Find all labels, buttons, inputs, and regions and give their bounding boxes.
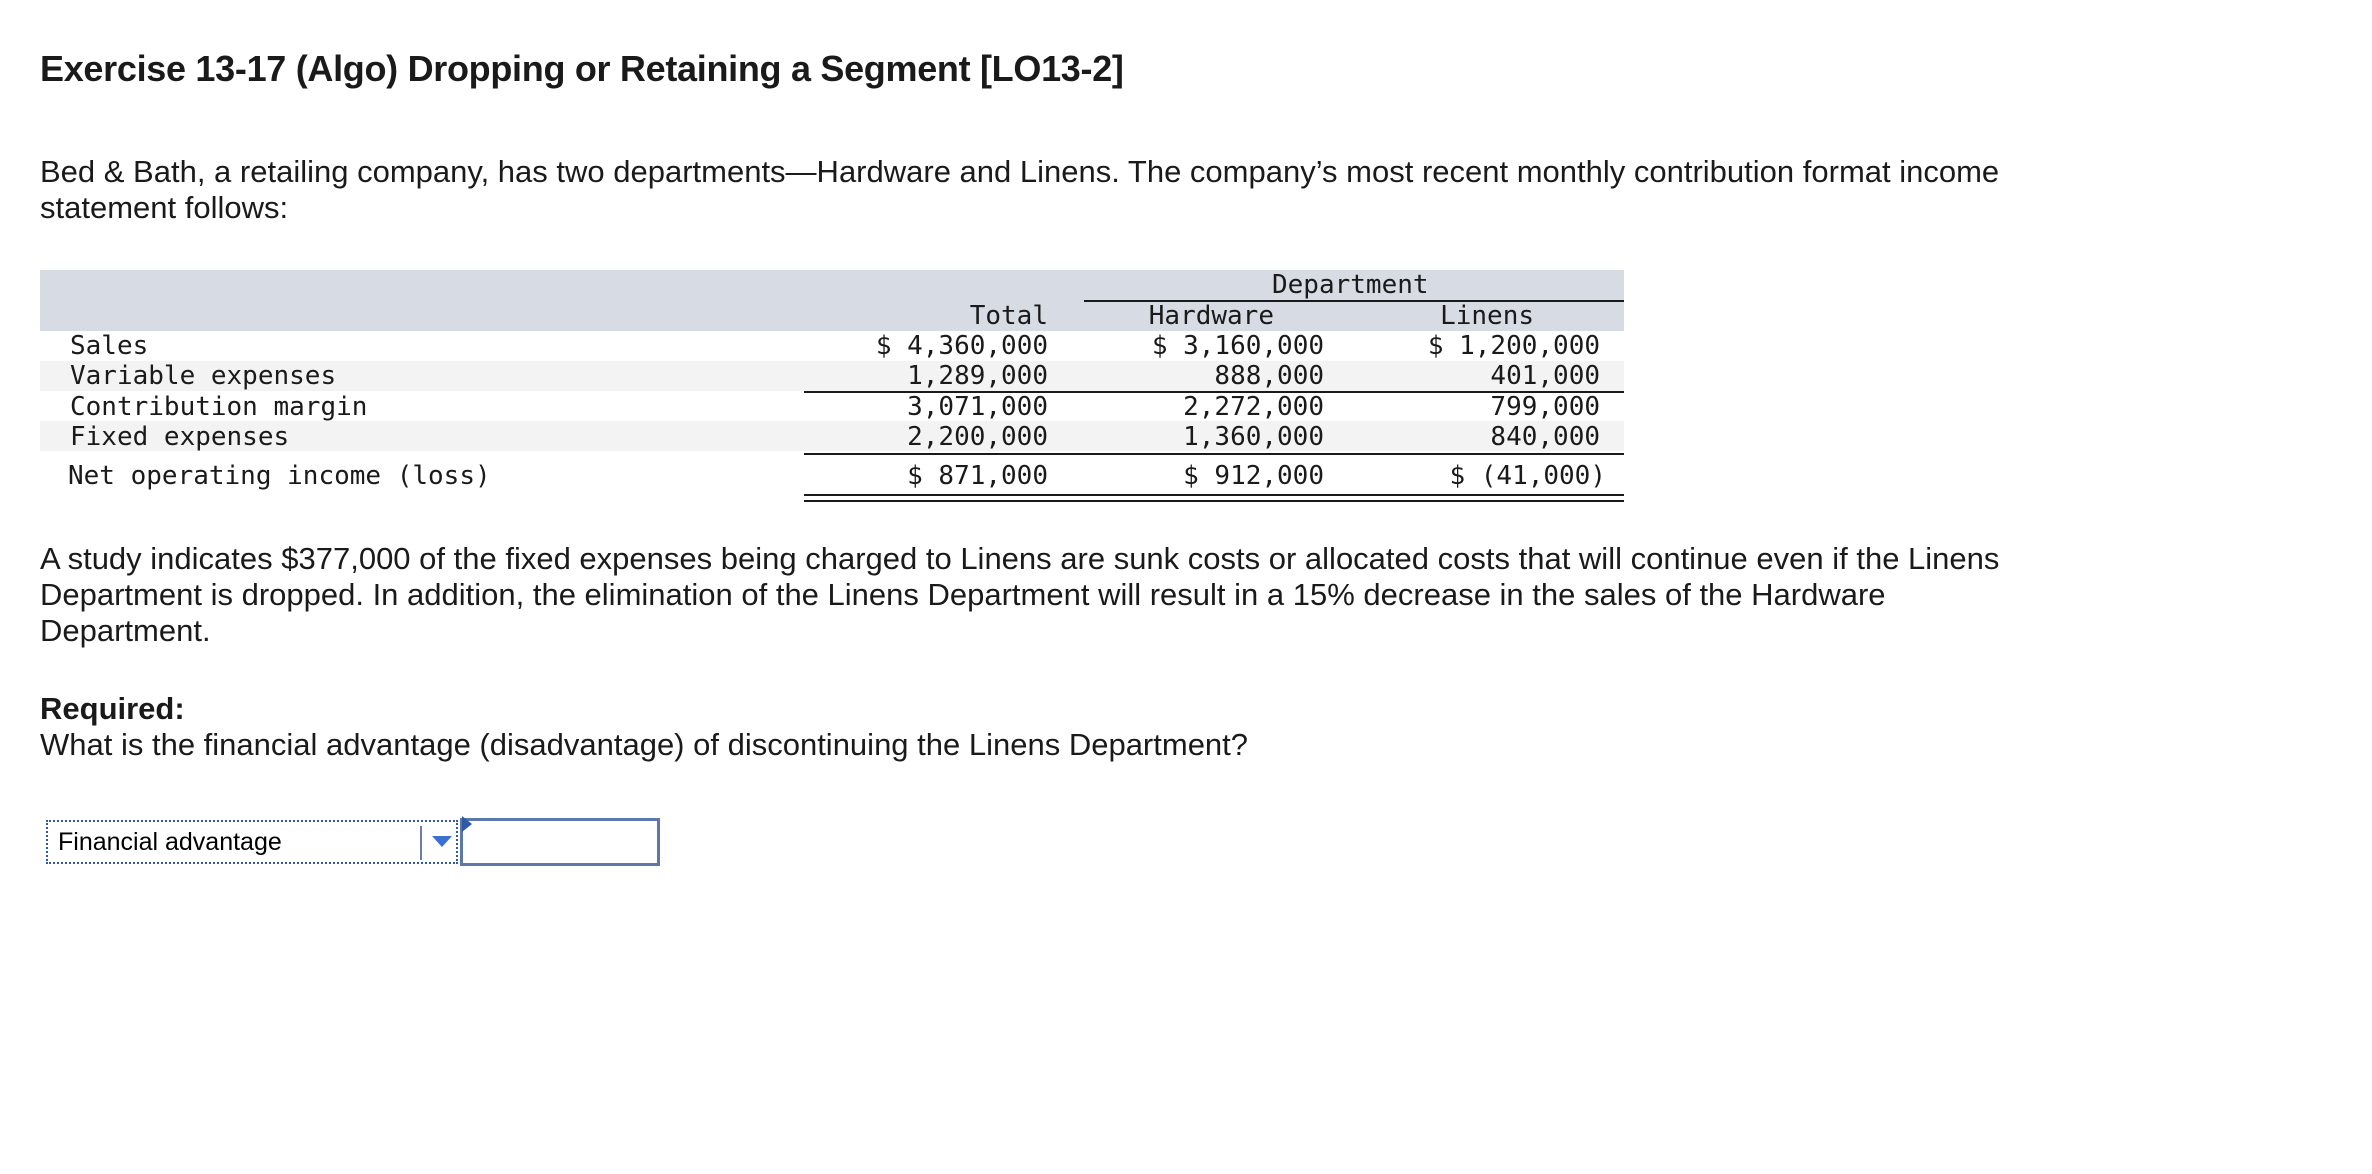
- net-operating-income-total: $ 871,000: [907, 461, 1048, 491]
- row-band: [40, 331, 1624, 361]
- row-label-contribution-margin: Contribution margin: [70, 392, 368, 422]
- contribution-margin-linens: 799,000: [1490, 392, 1600, 422]
- exercise-title: Exercise 13-17 (Algo) Dropping or Retaining a Segment [LO13-2]: [40, 48, 1124, 89]
- intro-paragraph: Bed & Bath, a retailing company, has two departments—Hardware and Linens. The company’s most recent monthly contribution format income statement follows:: [40, 154, 2000, 225]
- required-heading: Required:: [40, 691, 185, 726]
- dropdown-selected-value: Financial advantage: [58, 828, 282, 856]
- net-operating-income-hardware: $ 912,000: [1183, 461, 1324, 491]
- total-double-rule: [804, 494, 1624, 502]
- contribution-margin-total: 3,071,000: [907, 392, 1048, 422]
- required-question: What is the financial advantage (disadvantage) of discontinuing the Linens Department?: [40, 727, 1249, 762]
- variable-expenses-total: 1,289,000: [907, 361, 1048, 391]
- dropdown-divider: [420, 826, 422, 860]
- sales-total: $ 4,360,000: [875, 331, 1048, 361]
- income-statement-table: [40, 270, 1624, 502]
- sales-linens: $ 1,200,000: [1427, 331, 1600, 361]
- variable-expenses-hardware: 888,000: [1214, 361, 1324, 391]
- subtotal-rule: [804, 453, 1624, 455]
- advantage-dropdown[interactable]: [46, 820, 458, 864]
- chevron-down-icon[interactable]: [432, 836, 452, 847]
- row-label-variable-expenses: Variable expenses: [70, 361, 337, 391]
- contribution-margin-hardware: 2,272,000: [1183, 392, 1324, 422]
- row-label-net-operating-income: Net operating income (loss): [68, 461, 491, 491]
- department-group-header: Department: [1272, 270, 1429, 300]
- row-label-sales: Sales: [70, 331, 149, 361]
- row-label-fixed-expenses: Fixed expenses: [70, 422, 290, 452]
- col-header-total: Total: [969, 301, 1048, 331]
- net-operating-income-linens: $ (41,000): [1449, 461, 1606, 491]
- study-paragraph: A study indicates $377,000 of the fixed expenses being charged to Linens are sunk costs or allocated costs that will continue even if the Linens Department is dropped. In addition, the elimination of the Linens Department will result in a 15% decrease in the sales of the Hardware Department.: [40, 541, 2000, 648]
- col-header-hardware: Hardware: [1148, 301, 1274, 331]
- fixed-expenses-total: 2,200,000: [907, 422, 1048, 452]
- variable-expenses-linens: 401,000: [1490, 361, 1600, 391]
- col-header-linens: Linens: [1440, 301, 1534, 331]
- fixed-expenses-linens: 840,000: [1490, 422, 1600, 452]
- amount-input[interactable]: [460, 818, 660, 866]
- fixed-expenses-hardware: 1,360,000: [1183, 422, 1324, 452]
- answer-flag-icon: [462, 816, 472, 832]
- sales-hardware: $ 3,160,000: [1151, 331, 1324, 361]
